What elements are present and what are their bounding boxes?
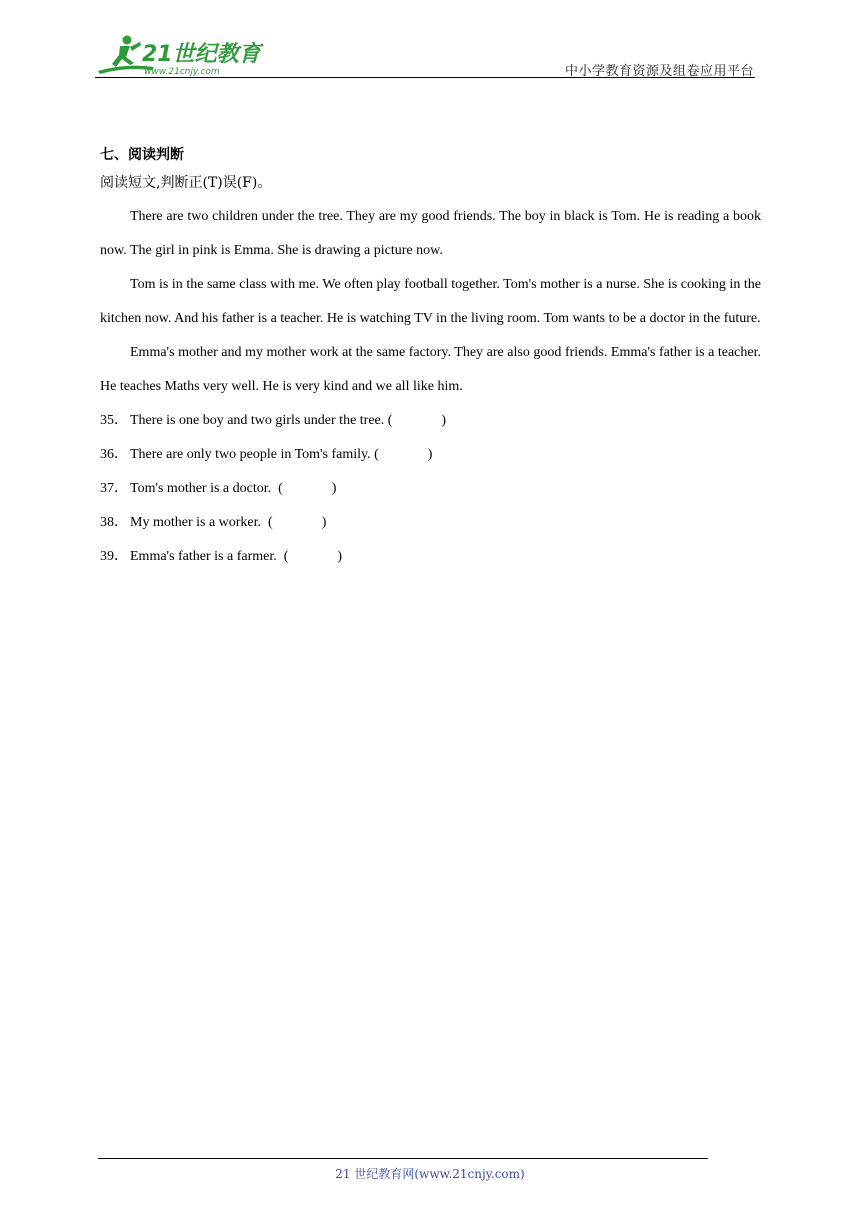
- question-text: There is one boy and two girls under the tree. ( ): [130, 413, 447, 428]
- question-number: 37．: [100, 481, 128, 496]
- header-divider: [95, 77, 755, 78]
- question-item: [100, 540, 761, 574]
- question-item: [100, 438, 761, 472]
- passage-paragraph: Emma's mother and my mother work at the same factory. They are also good friends. Emma's father is a teacher. He teaches Maths very well. He is very kind and we all like him.: [100, 345, 761, 394]
- footer-source-text: 21 世纪教育网(www.21cnjy.com): [335, 1167, 525, 1181]
- question-item: [100, 506, 761, 540]
- section-title: 七、阅读判断: [100, 147, 184, 163]
- footer-divider: [98, 1158, 708, 1159]
- question-text: Emma's father is a farmer. ( ): [130, 549, 343, 564]
- question-text: My mother is a worker. ( ): [130, 515, 327, 530]
- section-instruction: 阅读短文,判断正(T)误(F)。: [100, 175, 272, 191]
- question-item: [100, 472, 761, 506]
- passage-paragraph: There are two children under the tree. They are my good friends. The boy in black is Tom. He is reading a book now. The girl in pink is Emma. She is drawing a picture now.: [100, 209, 761, 258]
- svg-text:21世纪教育: 21世纪教育: [142, 42, 261, 67]
- question-number: 36．: [100, 447, 128, 462]
- page-header: [0, 0, 860, 90]
- question-text: Tom's mother is a doctor. ( ): [130, 481, 337, 496]
- site-logo: [94, 33, 264, 81]
- question-number: 35．: [100, 413, 128, 428]
- question-text: There are only two people in Tom's family. ( ): [130, 447, 433, 462]
- reading-section: [100, 144, 761, 574]
- question-number: 39．: [100, 549, 128, 564]
- passage-paragraph: Tom is in the same class with me. We often play football together. Tom's mother is a nurse. She is cooking in the kitchen now. And his father is a teacher. He is watching TV in the living room. Tom wants to be a doctor in the future.: [100, 277, 761, 326]
- header-platform-text: 中小学教育资源及组卷应用平台: [564, 64, 754, 79]
- question-number: 38．: [100, 515, 128, 530]
- question-item: [100, 404, 761, 438]
- svg-text:www.21cnjy.com: www.21cnjy.com: [144, 67, 220, 77]
